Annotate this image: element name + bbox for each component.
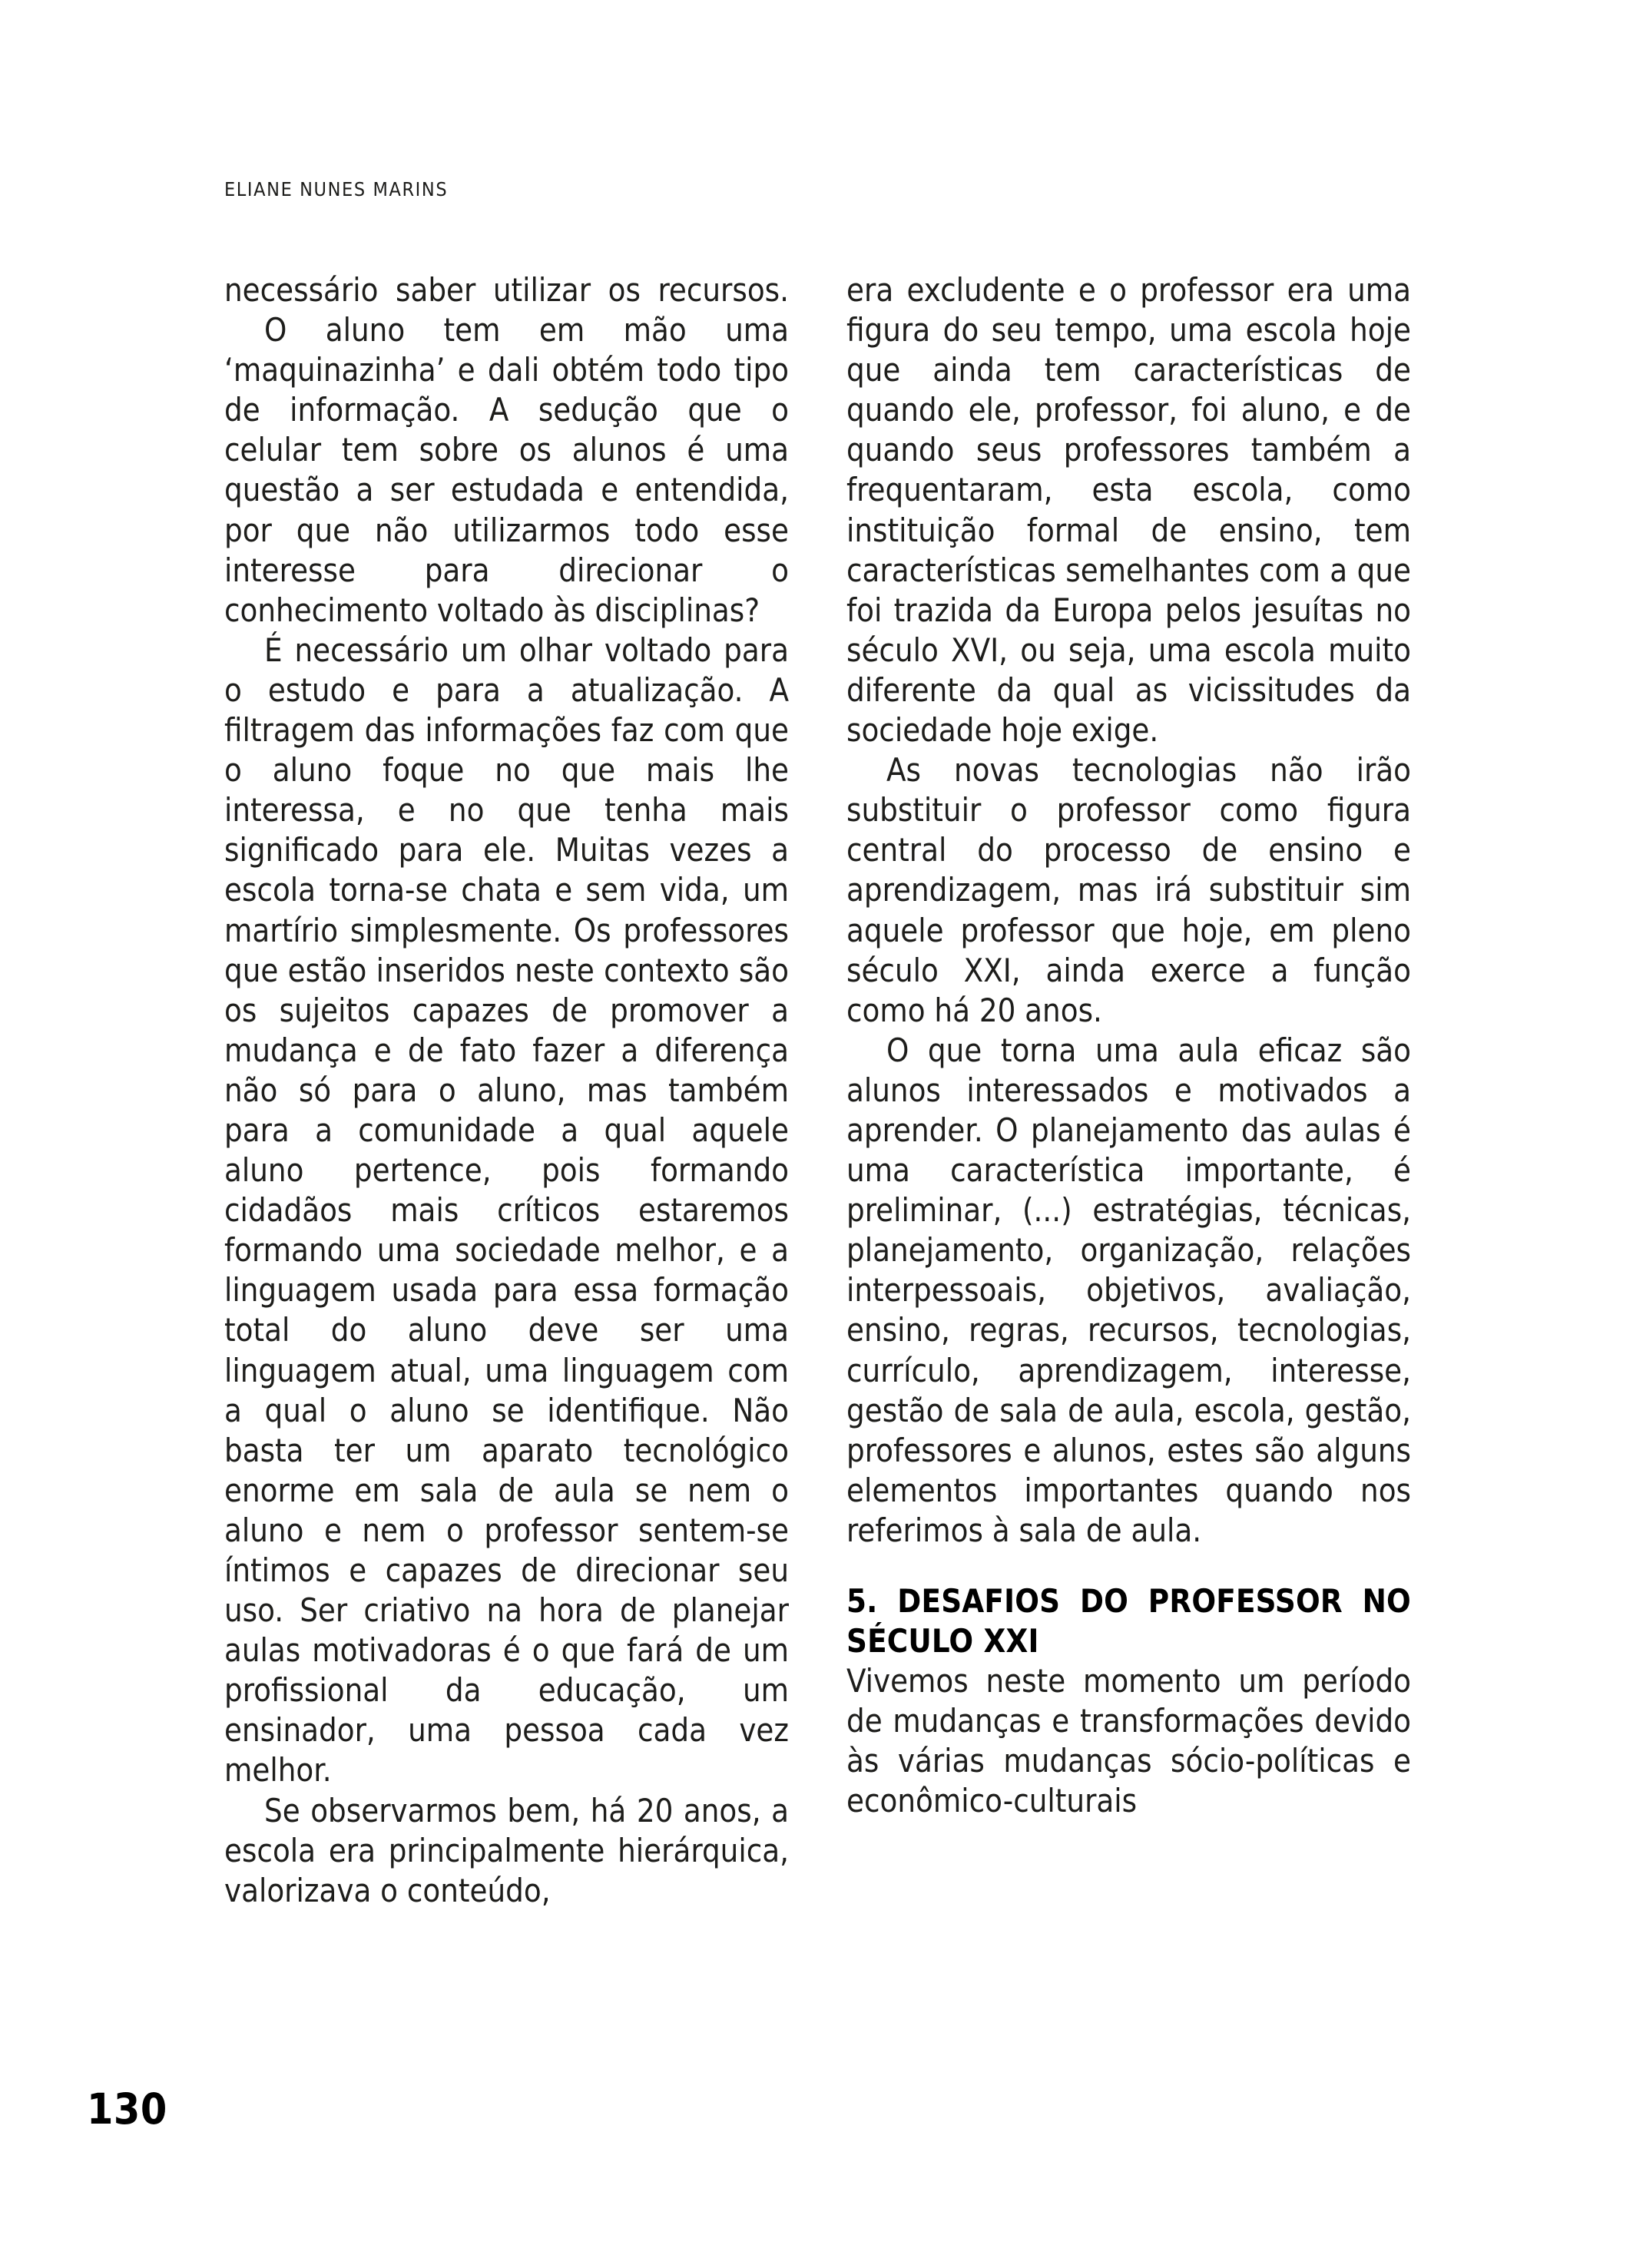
paragraph: As novas tecnologias não irão substituir o professor como figura central do processo de ensino e aprendizagem, mas irá substituir sim aquele professor que hoje, em pleno século XXI, ainda exerce a função como há 20 anos. — [846, 751, 1411, 1029]
paragraph: O aluno tem em mão uma ‘maquinazinha’ e dali obtém todo tipo de informação. A sedução que o celular tem sobre os alunos é uma questão a ser estudada e entendida, por que não utilizarmos todo esse interesse para direcionar o conhecimento voltado às disciplinas? — [224, 311, 789, 629]
section-heading-line-1: 5. DESAFIOS DO PROFESSOR NO — [846, 1582, 1411, 1620]
running-head: ELIANE NUNES MARINS — [224, 178, 449, 200]
section-heading-line-2: SÉCULO XXI — [846, 1622, 1039, 1660]
heading-spacer — [846, 1551, 1411, 1581]
left-column — [224, 270, 789, 1911]
right-column — [846, 270, 1411, 1911]
paragraph: era excludente e o professor era uma figura do seu tempo, uma escola hoje que ainda tem características de quando ele, professor, foi aluno, e de quando seus professores também a frequentaram, esta escola, como instituição formal de ensino, tem características semelhantes com a que foi trazida da Europa pelos jesuítas no século XVI, ou seja, uma escola muito diferente da qual as vicissitudes da sociedade hoje exige. — [846, 271, 1411, 750]
section-heading — [846, 1581, 1411, 1661]
paragraph: Se observarmos bem, há 20 anos, a escola era principalmente hierárquica, valorizava o conteúdo, — [224, 1791, 789, 1909]
paragraph: necessário saber utilizar os recursos. — [224, 271, 789, 309]
paragraph: O que torna uma aula eficaz são alunos interessados e motivados a aprender. O planejamento das aulas é uma característica importante, é preliminar, (...) estratégias, técnicas, planejamento, organização, relações interpessoais, objetivos, avaliação, ensino, regras, recursos, tecnologias, currículo, aprendizagem, interesse, gestão de sala de aula, escola, gestão, professores e alunos, estes são alguns elementos importantes quando nos referimos à sala de aula. — [846, 1031, 1411, 1549]
body-columns — [224, 270, 1411, 1911]
page-number: 130 — [87, 2084, 167, 2134]
paragraph: Vivemos neste momento um período de mudanças e transformações devido às várias mudanças sócio-políticas e econômico-culturais — [846, 1662, 1411, 1820]
paragraph: É necessário um olhar voltado para o estudo e para a atualização. A filtragem das informações faz com que o aluno foque no que mais lhe interessa, e no que tenha mais significado para ele. Muitas vezes a escola torna-se chata e sem vida, um martírio simplesmente. Os professores que estão inseridos neste contexto são os sujeitos capazes de promover a mudança e de fato fazer a diferença não só para o aluno, mas também para a comunidade a qual aquele aluno pertence, pois formando cidadãos mais críticos estaremos formando uma sociedade melhor, e a linguagem usada para essa formação total do aluno deve ser uma linguagem atual, uma linguagem com a qual o aluno se identifique. Não basta ter um aparato tecnológico enorme em sala de aula se nem o aluno e nem o professor sentem-se íntimos e capazes de direcionar seu uso. Ser criativo na hora de planejar aulas motivadoras é o que fará de um profissional da educação, um ensinador, uma pessoa cada vez melhor. — [224, 631, 789, 1790]
